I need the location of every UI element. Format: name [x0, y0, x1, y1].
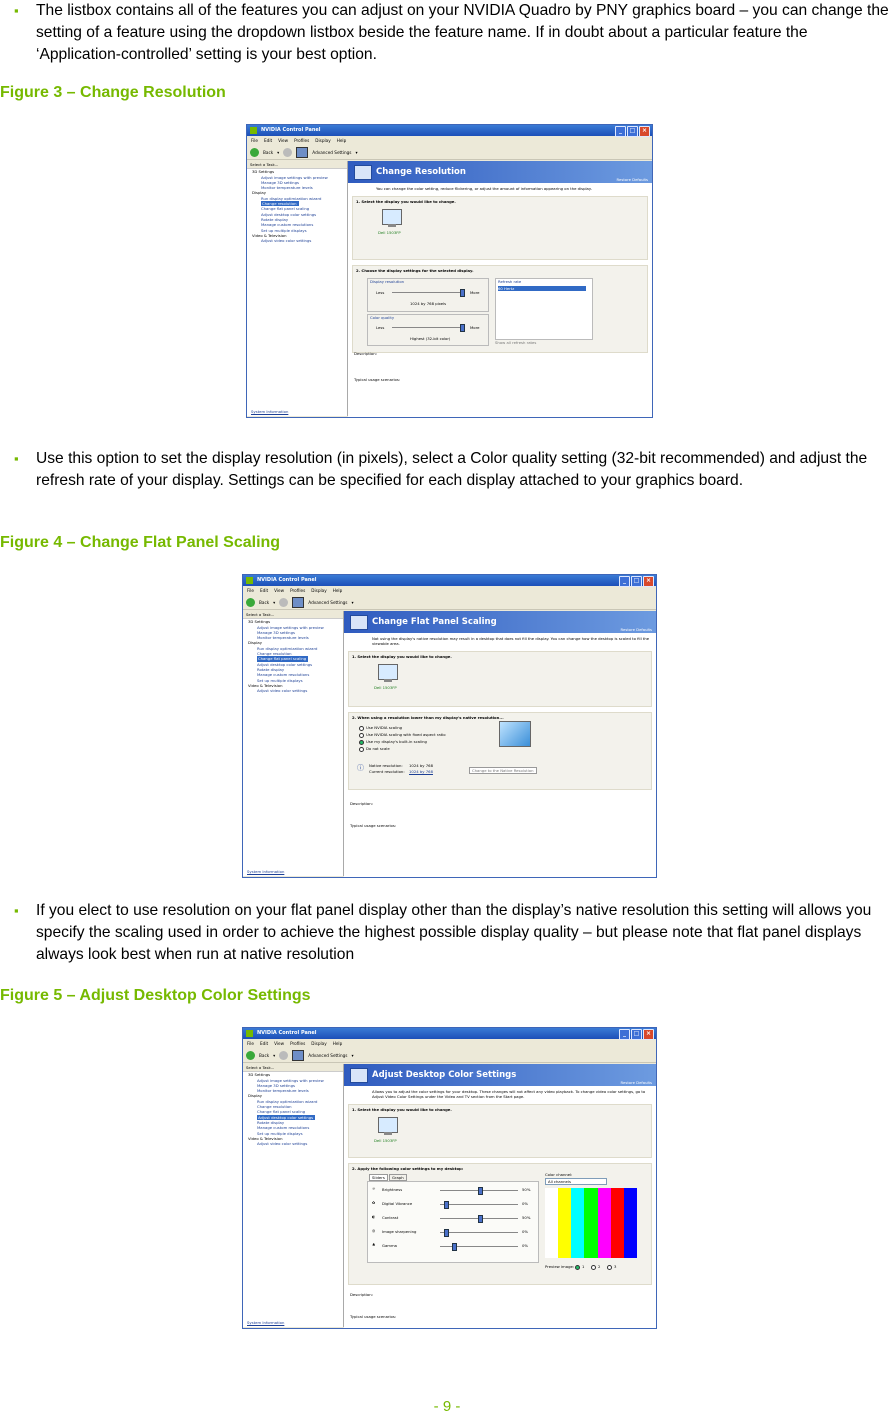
color-quality-label: Color quality	[370, 315, 395, 320]
maximize-icon[interactable]: □	[631, 576, 642, 587]
select-task-label: Select a Task...	[243, 611, 343, 619]
main-panel	[344, 611, 656, 877]
nav-item[interactable]: Rotate display	[257, 666, 285, 672]
select-display-section	[348, 1104, 652, 1158]
step-1-label: 1. Select the display you would like to change.	[352, 1107, 452, 1112]
bullet-icon: ▪	[14, 3, 19, 18]
step-1-label: 1. Select the display you would like to change.	[356, 199, 456, 204]
menu-bar	[243, 1039, 656, 1048]
nav-item[interactable]: Manage custom resolutions	[257, 1125, 310, 1131]
page-number: - 9 -	[433, 1398, 461, 1415]
less-label: Less	[376, 325, 385, 330]
step-2-label: 2. Choose the display settings for the selected display.	[356, 268, 474, 273]
gamma-label: Gamma	[382, 1243, 397, 1248]
figure-caption-3: Figure 3 – Change Resolution	[0, 84, 226, 101]
nav-item[interactable]: Adjust desktop color settings	[257, 661, 313, 667]
menu-edit[interactable]: Edit	[264, 138, 273, 143]
menu-file[interactable]: File	[251, 138, 259, 143]
radio-display-scaling[interactable]: Use my display's built-in scaling	[359, 739, 427, 745]
sharpening-value: 0%	[522, 1229, 529, 1234]
main-panel	[344, 1064, 656, 1328]
nav-item[interactable]: Adjust desktop color settings	[261, 211, 317, 217]
back-button[interactable]: Back	[259, 599, 270, 605]
screenshot-flat-panel-scaling	[242, 574, 657, 878]
sharpening-slider[interactable]	[440, 1232, 518, 1233]
advanced-settings-button[interactable]: Advanced Settings	[312, 149, 352, 155]
current-resolution-value[interactable]: 1024 by 768	[409, 769, 433, 774]
system-information-link[interactable]: System Information	[251, 408, 289, 414]
minimize-icon[interactable]: _	[619, 1029, 630, 1040]
nav-item[interactable]: Adjust image settings with preview	[261, 174, 328, 180]
radio-nvidia-fixed-aspect[interactable]: Use NVIDIA scaling with fixed aspect ratio	[359, 732, 446, 738]
advanced-settings-icon[interactable]	[292, 1050, 304, 1061]
slider-knob[interactable]	[478, 1187, 483, 1195]
minimize-icon[interactable]: _	[619, 576, 630, 587]
menu-file[interactable]: File	[247, 588, 255, 593]
close-icon[interactable]: ×	[639, 126, 650, 137]
resolution-value: 1024 by 768 pixels	[410, 301, 447, 306]
menu-view[interactable]: View	[274, 588, 285, 593]
description-label: Description:	[350, 1292, 373, 1297]
refresh-rate-listbox[interactable]	[495, 278, 593, 340]
slider-knob[interactable]	[452, 1243, 457, 1251]
menu-bar	[243, 586, 656, 595]
color-sliders-panel	[367, 1181, 539, 1263]
display-settings-section	[352, 265, 648, 353]
display-icon	[354, 165, 372, 180]
nav-item[interactable]: Run display optimization wizard	[257, 645, 318, 651]
color-quality-value: Highest (32-bit color)	[410, 336, 451, 341]
preview-image-label: Preview image:	[545, 1264, 575, 1269]
nav-cat-display[interactable]: Display	[248, 1093, 262, 1099]
contrast-slider[interactable]	[440, 1218, 518, 1219]
nav-cat-display[interactable]: Display	[248, 640, 262, 646]
minimize-icon[interactable]: _	[615, 126, 626, 137]
nav-item[interactable]: Change flat panel scaling	[257, 1109, 306, 1115]
nav-item[interactable]: Adjust video color settings	[257, 1141, 308, 1147]
back-button[interactable]: Back	[263, 149, 274, 155]
page-description: Not using the display's native resolution may result in a desktop that does not fill the display. You can change how the desktop is scaled to fill the viewable area.	[372, 636, 650, 646]
more-label: More	[470, 290, 480, 295]
restore-defaults-link[interactable]: Restore Defaults	[620, 627, 652, 632]
window-titlebar: NVIDIA Control Panel _ □ ×	[243, 1028, 656, 1039]
tab-graph[interactable]: Graph	[389, 1174, 407, 1181]
advanced-settings-button[interactable]: Advanced Settings	[308, 1052, 348, 1058]
menu-profiles[interactable]: Profiles	[290, 588, 306, 593]
task-nav	[243, 1064, 344, 1327]
nav-item[interactable]: Change flat panel scaling	[261, 206, 310, 212]
advanced-settings-icon[interactable]	[292, 597, 304, 608]
nav-item[interactable]: Set up multiple displays	[257, 677, 303, 683]
menu-view[interactable]: View	[274, 1041, 285, 1046]
nav-item[interactable]: Monitor temperature levels	[257, 635, 309, 641]
system-information-link[interactable]: System Information	[247, 868, 285, 874]
nav-item[interactable]: Adjust image settings with preview	[257, 624, 324, 630]
monitor-icon[interactable]	[378, 1117, 398, 1133]
color-quality-slider[interactable]	[392, 327, 464, 328]
nav-item[interactable]: Change resolution	[257, 651, 292, 657]
page-description: Allows you to adjust the color settings for your desktop. These changes will not affect any video playback. To change video color settings, go to Adjust Video Color Settings under the Video and TV section from the Start page.	[372, 1089, 646, 1099]
menu-profiles[interactable]: Profiles	[290, 1041, 306, 1046]
main-panel	[348, 161, 652, 417]
contrast-value: 50%	[522, 1215, 531, 1220]
nav-cat-3d[interactable]: 3D Settings	[248, 619, 271, 625]
forward-icon[interactable]	[279, 1051, 288, 1060]
toolbar: Back ▾ Advanced Settings ▾	[243, 1048, 656, 1063]
nav-item[interactable]: Change resolution	[257, 1104, 292, 1110]
figure-caption-5: Figure 5 – Adjust Desktop Color Settings	[0, 987, 311, 1004]
gamma-value: 0%	[522, 1243, 529, 1248]
preview-radio-1[interactable]: 1	[575, 1264, 584, 1270]
color-channel-label: Color channel:	[545, 1172, 573, 1177]
monitor-label: Dell 1503FP	[374, 685, 397, 690]
brightness-icon: ☼	[372, 1186, 376, 1191]
show-all-rates-checkbox[interactable]: Show all refresh rates	[495, 340, 537, 345]
step-2-label: 2. When using a resolution lower than my display's native resolution...	[352, 715, 504, 720]
nav-item[interactable]: Monitor temperature levels	[257, 1088, 309, 1094]
back-icon[interactable]	[246, 598, 255, 607]
bullet-icon: ▪	[14, 451, 19, 466]
description-label: Description:	[350, 801, 373, 806]
slider-knob[interactable]	[460, 324, 465, 332]
resolution-slider[interactable]	[392, 292, 464, 293]
maximize-icon[interactable]: □	[631, 1029, 642, 1040]
advanced-settings-icon[interactable]	[296, 147, 308, 158]
task-nav	[243, 611, 344, 876]
color-preview-image	[545, 1188, 637, 1258]
display-resolution-label: Display resolution	[370, 279, 405, 284]
brightness-value: 50%	[522, 1187, 531, 1192]
nav-cat-video[interactable]: Video & Television	[252, 232, 287, 238]
nvidia-icon	[250, 127, 257, 134]
system-information-link[interactable]: System Information	[247, 1319, 285, 1325]
menu-help[interactable]: Help	[332, 1041, 343, 1046]
nvidia-icon	[246, 577, 253, 584]
toolbar: Back ▾ Advanced Settings ▾	[247, 145, 652, 160]
usage-label: Typical usage scenarios:	[354, 377, 401, 382]
nav-item-selected[interactable]: Change flat panel scaling	[258, 656, 307, 662]
nav-item[interactable]: Set up multiple displays	[261, 227, 307, 233]
sharpening-icon: ◎	[372, 1228, 376, 1233]
select-display-section	[352, 196, 648, 260]
monitor-icon[interactable]	[382, 209, 402, 225]
slider-knob[interactable]	[460, 289, 465, 297]
menu-display[interactable]: Display	[315, 138, 331, 143]
native-resolution-value: 1024 by 768	[409, 763, 433, 768]
scaling-section	[348, 712, 652, 790]
task-nav	[247, 161, 348, 416]
nav-item-selected[interactable]: Adjust desktop color settings	[258, 1114, 314, 1120]
nav-item[interactable]: Manage custom resolutions	[261, 222, 314, 228]
brightness-label: Brightness	[382, 1187, 403, 1192]
paragraph-text: If you elect to use resolution on your flat panel display other than the display’s native resolution this setting will allows you specify the scaling used in order to achieve the highest possible display quality – but please note that flat panel displays always look best when run at native resolution	[36, 902, 872, 963]
nav-item-selected[interactable]: Change resolution	[262, 201, 297, 207]
menu-view[interactable]: View	[278, 138, 289, 143]
menu-edit[interactable]: Edit	[260, 1041, 269, 1046]
nav-cat-3d[interactable]: 3D Settings	[248, 1072, 271, 1078]
nav-item[interactable]: Run display optimization wizard	[257, 1098, 318, 1104]
current-resolution-label: Current resolution:	[369, 769, 405, 774]
vibrance-label: Digital Vibrance	[382, 1201, 413, 1206]
screenshot-desktop-color-settings	[242, 1027, 657, 1329]
radio-do-not-scale[interactable]: Do not scale	[359, 746, 390, 752]
forward-icon[interactable]	[279, 598, 288, 607]
menu-display[interactable]: Display	[311, 588, 327, 593]
display-preview-icon	[499, 721, 531, 747]
menu-bar	[247, 136, 652, 145]
nav-item[interactable]: Adjust video color settings	[261, 238, 312, 244]
paragraph-text: Use this option to set the display resolution (in pixels), select a Color quality setting (32-bit recommended) and adjust the refresh rate of your display. Settings can be specified for each display attached to your graphics board.	[36, 450, 868, 489]
contrast-label: Contrast	[382, 1215, 399, 1220]
menu-edit[interactable]: Edit	[260, 588, 269, 593]
back-icon[interactable]	[250, 148, 259, 157]
nav-item[interactable]: Rotate display	[261, 216, 289, 222]
slider-knob[interactable]	[444, 1201, 449, 1209]
color-channel-dropdown[interactable]: All channels	[545, 1178, 607, 1185]
refresh-rate-selected[interactable]: 60 Hertz	[498, 286, 586, 291]
refresh-rate-label: Refresh rate	[498, 279, 522, 284]
close-icon[interactable]: ×	[643, 576, 654, 587]
close-icon[interactable]: ×	[643, 1029, 654, 1040]
paragraph-text: The listbox contains all of the features you can adjust on your NVIDIA Quadro by PNY graphics board – you can change the setting of a feature using the dropdown listbox beside the feature name. If in doubt about a particular feature the ‘Application-controlled’ setting is your best option.	[36, 2, 889, 63]
nav-item[interactable]: Run display optimization wizard	[261, 195, 322, 201]
preview-radio-3[interactable]: 3	[607, 1264, 616, 1270]
vibrance-value: 0%	[522, 1201, 529, 1206]
vibrance-icon: ✿	[372, 1200, 376, 1205]
radio-nvidia-scaling[interactable]: Use NVIDIA scaling	[359, 725, 402, 731]
select-task-label: Select a Task...	[247, 161, 347, 169]
back-button[interactable]: Back	[259, 1052, 270, 1058]
sharpening-label: Image sharpening	[382, 1229, 417, 1234]
select-display-section	[348, 651, 652, 707]
menu-profiles[interactable]: Profiles	[294, 138, 310, 143]
preview-radio-2[interactable]: 2	[591, 1264, 600, 1270]
monitor-label: Dell 1503FP	[378, 230, 401, 235]
restore-defaults-link[interactable]: Restore Defaults	[620, 1080, 652, 1085]
info-icon: ⓘ	[357, 764, 364, 772]
restore-defaults-link[interactable]: Restore Defaults	[616, 177, 648, 182]
nav-item[interactable]: Manage 3D settings	[257, 629, 295, 635]
figure-caption-4: Figure 4 – Change Flat Panel Scaling	[0, 534, 281, 551]
nav-cat-video[interactable]: Video & Television	[248, 682, 283, 688]
toolbar: Back ▾ Advanced Settings ▾	[243, 595, 656, 610]
nav-item[interactable]: Manage 3D settings	[261, 179, 299, 185]
page-banner	[344, 1064, 656, 1086]
nav-cat-3d[interactable]: 3D Settings	[252, 169, 275, 175]
tab-sliders[interactable]: Sliders	[369, 1174, 388, 1181]
step-2-label: 2. Apply the following color settings to my desktop:	[352, 1166, 464, 1171]
usage-label: Typical usage scenarios:	[350, 1314, 397, 1319]
change-native-resolution-button[interactable]: Change to the Native Resolution	[469, 767, 537, 774]
monitor-icon[interactable]	[378, 664, 398, 680]
back-icon[interactable]	[246, 1051, 255, 1060]
nav-item[interactable]: Manage 3D settings	[257, 1082, 295, 1088]
page-title: Adjust Desktop Color Settings	[372, 1070, 517, 1080]
select-task-label: Select a Task...	[243, 1064, 343, 1072]
nav-item[interactable]: Adjust image settings with preview	[257, 1077, 324, 1083]
nav-item[interactable]: Monitor temperature levels	[261, 185, 313, 191]
menu-file[interactable]: File	[247, 1041, 255, 1046]
nav-cat-display[interactable]: Display	[252, 190, 266, 196]
nvidia-icon	[246, 1030, 253, 1037]
menu-help[interactable]: Help	[332, 588, 343, 593]
menu-help[interactable]: Help	[336, 138, 347, 143]
forward-icon[interactable]	[283, 148, 292, 157]
native-resolution-label: Native resolution:	[369, 763, 403, 768]
menu-display[interactable]: Display	[311, 1041, 327, 1046]
window-titlebar: NVIDIA Control Panel _ □ ×	[243, 575, 656, 586]
brightness-slider[interactable]	[440, 1190, 518, 1191]
nav-item[interactable]: Set up multiple displays	[257, 1130, 303, 1136]
page-title: Change Resolution	[376, 167, 466, 177]
slider-knob[interactable]	[444, 1229, 449, 1237]
gamma-icon: ♣	[372, 1242, 376, 1247]
gamma-slider[interactable]	[440, 1246, 518, 1247]
bullet-icon: ▪	[14, 903, 19, 918]
display-icon	[350, 1068, 368, 1083]
nav-item[interactable]: Rotate display	[257, 1119, 285, 1125]
slider-knob[interactable]	[478, 1215, 483, 1223]
window-titlebar: NVIDIA Control Panel _ □ ×	[247, 125, 652, 136]
usage-label: Typical usage scenarios:	[350, 823, 397, 828]
page-banner	[348, 161, 652, 183]
advanced-settings-button[interactable]: Advanced Settings	[308, 599, 348, 605]
nav-cat-video[interactable]: Video & Television	[248, 1135, 283, 1141]
screenshot-change-resolution	[246, 124, 653, 418]
page-title: Change Flat Panel Scaling	[372, 617, 497, 627]
nav-item[interactable]: Manage custom resolutions	[257, 672, 310, 678]
monitor-label: Dell 1503FP	[374, 1138, 397, 1143]
contrast-icon: ◐	[372, 1214, 376, 1219]
description-label: Description:	[354, 351, 377, 356]
page-banner	[344, 611, 656, 633]
color-settings-section	[348, 1163, 652, 1285]
less-label: Less	[376, 290, 385, 295]
maximize-icon[interactable]: □	[627, 126, 638, 137]
more-label: More	[470, 325, 480, 330]
nav-item[interactable]: Adjust video color settings	[257, 688, 308, 694]
step-1-label: 1. Select the display you would like to change.	[352, 654, 452, 659]
display-icon	[350, 615, 368, 630]
vibrance-slider[interactable]	[440, 1204, 518, 1205]
page-description: You can change the color setting, reduce flickering, or adjust the amount of information appearing on the display.	[376, 186, 592, 191]
